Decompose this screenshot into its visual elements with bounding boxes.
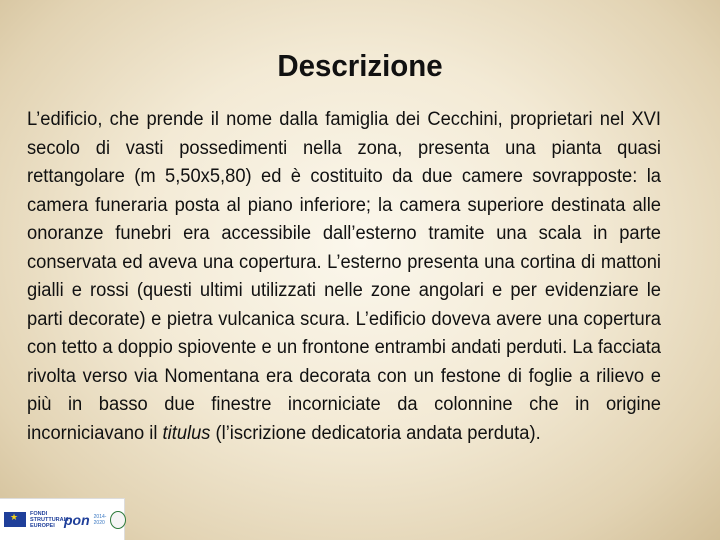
- slide-body: [27, 106, 661, 448]
- eu-flag-icon: [4, 512, 26, 527]
- pon-subtitle: 2014-2020: [93, 513, 107, 526]
- fondi-strutturali-label: FONDI STRUTTURALI EUROPEI: [30, 510, 69, 529]
- description-text: L’edificio, che prende il nome dalla famiglia dei Cecchini, proprietari nel XVI secolo di vasti possedimenti nella zona, presenta una pianta quasi rettangolare (m 5,50x5,80) ed è costituito da due camere sovrapposte: la camera funeraria posta al piano inferiore; la camera superiore destinata alle onoranze funebri era accessibile dall’esterno tramite una scala in parte conservata ed aveva una copertura. L’esterno presenta una cortina di mattoni gialli e rossi (questi ultimi utilizzati nelle zone angolari e per evidenziare le parti decorate) e pietra vulcanica scura. L’edificio doveva avere una copertura con tetto a doppio spiovente e un frontone entrambi andati perduti. La facciata rivolta verso via Nomentana era decorata con un festone di foglie a rilievo e più in basso due finestre incorniciate da colonnine che in origine incorniciavano il: [27, 109, 662, 444]
- italian-emblem-icon: [110, 511, 126, 529]
- italic-term: titulus: [162, 422, 211, 444]
- slide-title: Descrizione: [277, 48, 443, 83]
- pon-logo: pon: [64, 511, 90, 528]
- funding-logo-strip: [0, 498, 125, 540]
- description-paragraph: [27, 106, 661, 448]
- description-text-end: (l’iscrizione dedicatoria andata perduta).: [210, 422, 541, 444]
